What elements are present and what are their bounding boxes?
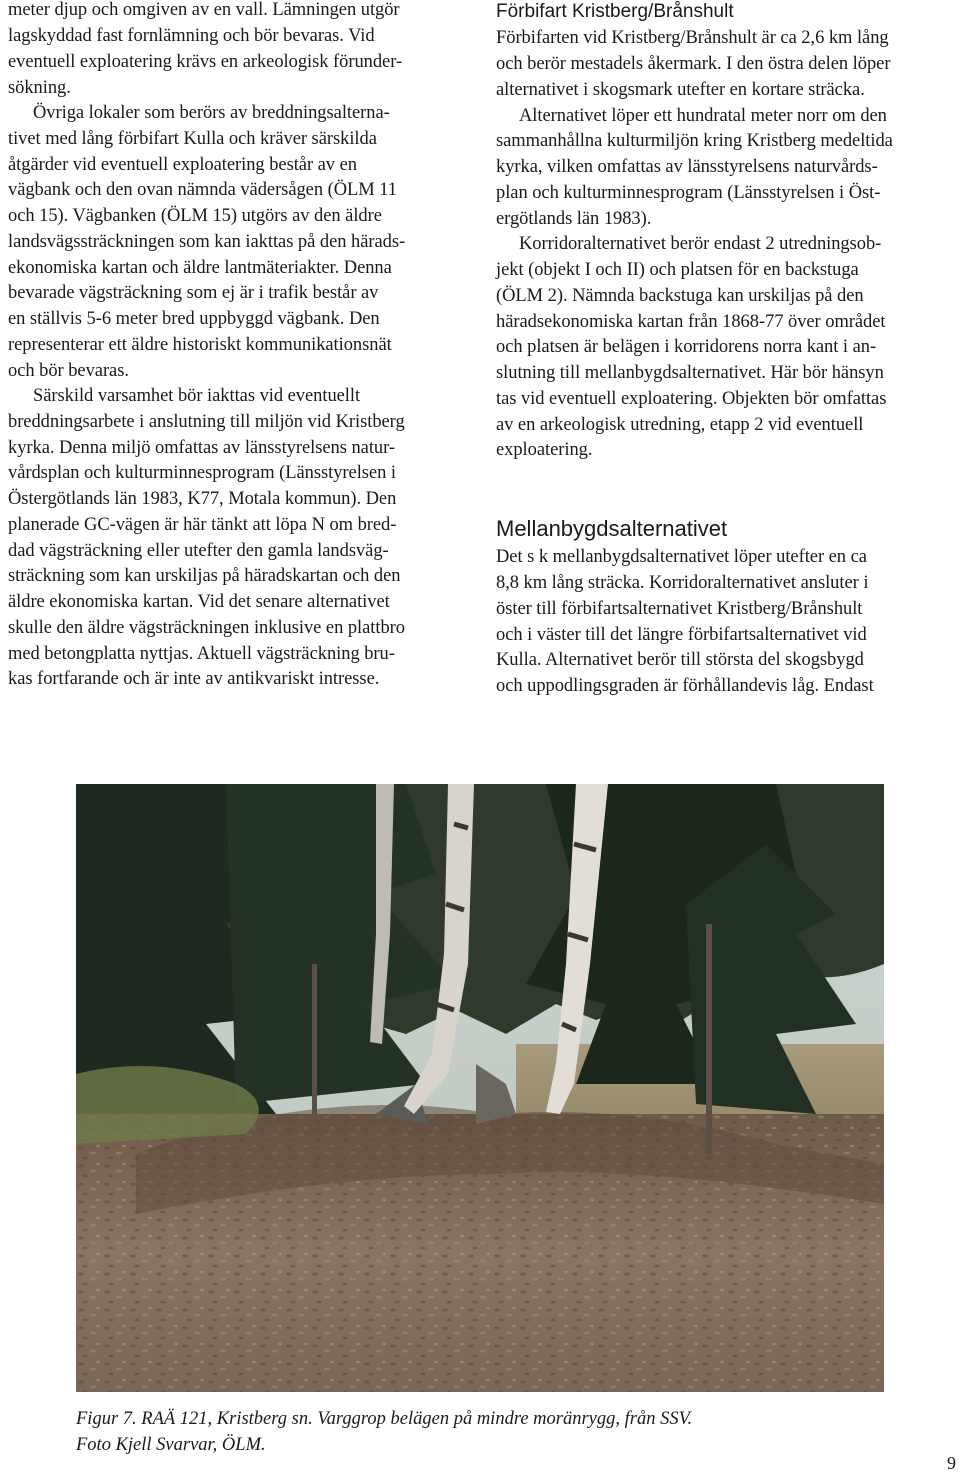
text-line: häradsekonomiska kartan från 1868-77 över området (496, 312, 886, 332)
text-line: 8,8 km lång sträcka. Korridoralternativet ansluter i (496, 573, 869, 593)
text-line: kyrka. Denna miljö omfattas av länsstyrelsens natur- (8, 438, 395, 458)
text-line: breddningsarbete i anslutning till miljön vid Kristberg (8, 412, 405, 432)
page-number: 9 (947, 1453, 956, 1473)
text-line: med betongplatta nyttjas. Aktuell vägsträckning bru- (8, 644, 395, 664)
caption-line: Figur 7. RAÄ 121, Kristberg sn. Varggrop belägen på mindre moränrygg, från SSV. (76, 1409, 693, 1429)
text-line: eventuell exploatering krävs en arkeologisk förunder- (8, 52, 403, 72)
text-line: kyrka, vilken omfattas av länsstyrelsens naturvårds- (496, 157, 878, 177)
text-line: Östergötlands län 1983, K77, Motala kommun). Den (8, 489, 397, 509)
forest-photograph (76, 784, 884, 1392)
text-line: sökning. (8, 78, 71, 98)
text-line: av en arkeologisk utredning, etapp 2 vid eventuell (496, 415, 864, 435)
text-line: slutning till mellanbygdsalternativet. Här bör hänsyn (496, 363, 884, 383)
text-line: Förbifarten vid Kristberg/Brånshult är ca 2,6 km lång (496, 28, 889, 48)
text-line: (ÖLM 2). Nämnda backstuga kan urskiljas på den (496, 286, 864, 306)
text-line: meter djup och omgiven av en vall. Lämningen utgör (8, 0, 400, 20)
text-line: och berör mestadels åkermark. I den östra delen löper (496, 54, 891, 74)
text-line: tas vid eventuell exploatering. Objekten bör omfattas (496, 389, 887, 409)
text-line: exploatering. (496, 440, 593, 460)
text-line: sammanhållna kulturmiljön kring Kristberg medeltida (496, 131, 893, 151)
text-line: och uppodlingsgraden är förhållandevis låg. Endast (496, 676, 874, 696)
text-line: landsvägssträckningen som kan iakttas på den härads- (8, 232, 406, 252)
text-line: vårdsplan och kulturminnesprogram (Länsstyrelsen i (8, 463, 396, 483)
text-line: Övriga lokaler som berörs av breddningsalterna- (33, 103, 390, 123)
text-line: lagskyddad fast fornlämning och bör bevaras. Vid (8, 26, 375, 46)
text-line: och platsen är belägen i korridorens norra kant i an- (496, 337, 877, 357)
text-line: en ställvis 5-6 meter bred uppbyggd vägbank. Den (8, 309, 380, 329)
text-line: kas fortfarande och är inte av antikvariskt intresse. (8, 669, 380, 689)
figure-caption (76, 1406, 692, 1458)
text-line: åtgärder vid eventuell exploatering består av en (8, 155, 357, 175)
text-line: Korridoralternativet berör endast 2 utredningsob- (519, 234, 882, 254)
text-line: Det s k mellanbygdsalternativet löper utefter en ca (496, 547, 867, 567)
text-line: jekt (objekt I och II) och platsen för en backstuga (496, 260, 859, 280)
text-line: ekonomiska kartan och äldre lantmäteriakter. Denna (8, 258, 392, 278)
text-line: dad vägsträckning eller utefter den gamla landsväg- (8, 541, 389, 561)
text-line: äldre ekonomiska kartan. Vid det senare alternativet (8, 592, 390, 612)
text-line: Alternativet löper ett hundratal meter norr om den (519, 106, 887, 126)
text-line: Kulla. Alternativet berör till största del skogsbygd (496, 650, 864, 670)
text-line: representerar ett äldre historiskt kommunikationsnät (8, 335, 392, 355)
text-line: öster till förbifartsalternativet Kristberg/Brånshult (496, 599, 863, 619)
text-line: planerade GC-vägen är här tänkt att löpa N om bred- (8, 515, 397, 535)
caption-line: Foto Kjell Svarvar, ÖLM. (76, 1435, 266, 1455)
text-line: bevarade vägsträckning som ej är i trafik består av (8, 283, 379, 303)
text-line: och 15). Vägbanken (ÖLM 15) utgörs av den äldre (8, 206, 382, 226)
text-line: sträckning som kan urskiljas på häradskartan och den (8, 566, 401, 586)
text-line: ergötlands län 1983). (496, 209, 652, 229)
text-line: skulle den äldre vägsträckningen inklusive en plattbro (8, 618, 405, 638)
text-line: tivet med lång förbifart Kulla och kräver särskilda (8, 129, 377, 149)
text-line: Särskild varsamhet bör iakttas vid eventuellt (33, 386, 361, 406)
section-heading: Förbifart Kristberg/Brånshult (496, 1, 734, 22)
section-heading: Mellanbygdsalternativet (496, 516, 728, 541)
text-line: vägbank och den ovan nämnda vädersågen (ÖLM 11 (8, 180, 397, 200)
text-line: och i väster till det längre förbifartsalternativet vid (496, 625, 867, 645)
text-line: plan och kulturminnesprogram (Länsstyrelsen i Öst- (496, 183, 881, 203)
text-line: alternativet i skogsmark utefter en kortare sträcka. (496, 80, 865, 100)
text-line: och bör bevaras. (8, 361, 129, 381)
